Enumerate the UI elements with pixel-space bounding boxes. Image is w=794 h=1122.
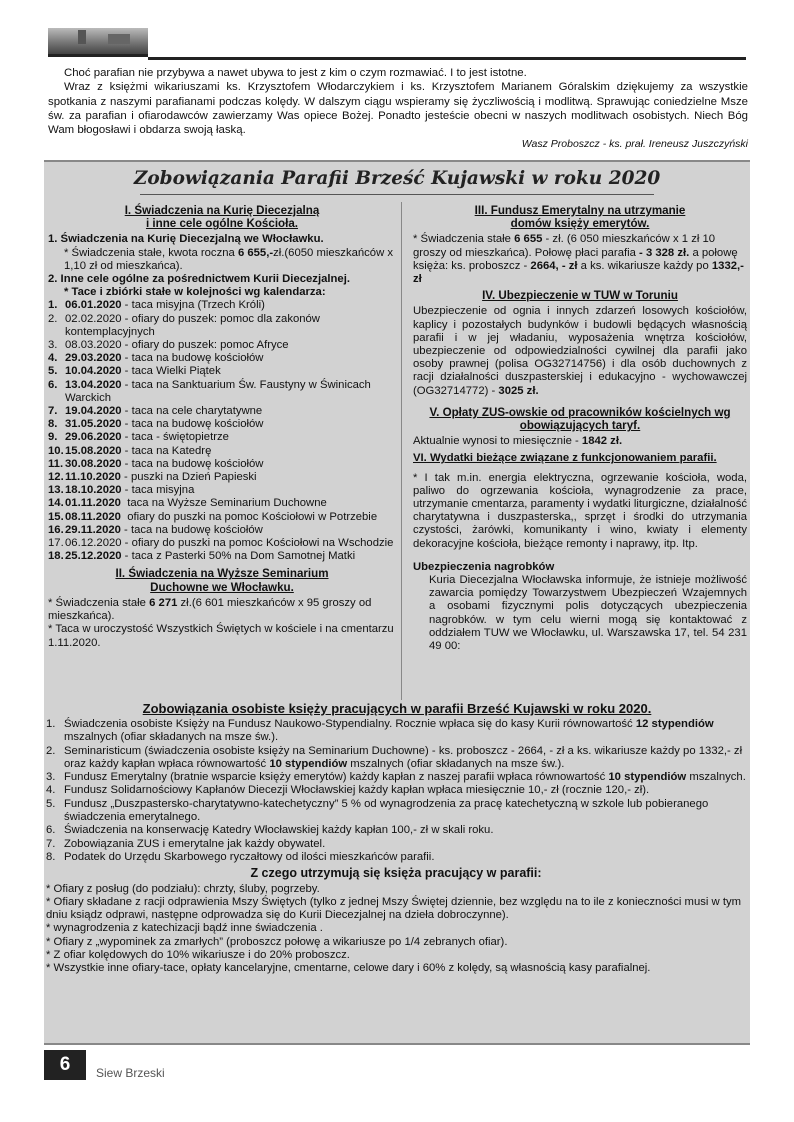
section-2-text-b: zł.(6 601 mieszkańców x 95 groszy od mieszkańca). [48,596,372,623]
collection-item-text: - taca na Sanktuarium Św. Faustyny w Świnicach Warckich [65,378,374,404]
point-1-heading: 1. Świadczenia na Kurię Diecezjalną we Włocławku. [48,233,324,246]
collection-item [48,405,396,418]
title-underline [140,194,654,195]
intro-p2: Wraz z księżmi wikariuszami ks. Krzysztofem Włodarczykiem i ks. Krzysztofem Marianem Góralskim dziękujemy za wszystkie spotkania z naszymi parafianami podczas kolędy. W dalszym ciągu wspieramy się życzliwością i modlitwą. Sprawując coniedzielne Msze św. za parafian i ofiarodawców zawierzamy Was opiece Bożej. Ponadto jesteście obecni w naszych modlitwach osobistych. Niech Bóg Wam błogosławi i obdarza swoją łaską. [48,81,748,137]
header-rule-left [48,54,148,57]
collection-item-text: - taca z Pasterki 50% na Dom Samotnej Matki [121,550,356,563]
section-1-heading-line1: I. Świadczenia na Kurię Diecezjalną [124,204,320,217]
personal-obligation-bold: 12 stypendiów [635,718,714,730]
collection-item-text: - taca na cele charytatywne [121,405,263,418]
section-4-amount: 3025 zł. [498,384,539,397]
section-3-amount: 6 655 [514,233,543,246]
personal-obligation-item [46,771,746,784]
collection-item-number: 13. [48,484,64,497]
section-2-amount: 6 271 [149,596,178,609]
section-7-text: Kuria Diecezjalna Włocławska informuje, że istnieje możliwość zawarcia pomiędzy Towarzystwem Ubezpieczeń Wzajemnych a osobami fizycznymi polis dotyczących ubezpieczenia nagrobków. w tym celu wierni mogą się kontaktować z oddziałem TUW we Włocławku, ul. Warszawska 17, tel. 54 231 49 00: [429,574,747,653]
section-3-heading-line1: III. Fundusz Emerytalny na utrzymanie [474,204,686,217]
collection-item-text: - taca na budowę kościołów [121,418,264,431]
collection-item [48,497,396,510]
section-6-heading: VI. Wydatki bieżące związane z funkcjonowaniem parafii. [413,452,717,465]
collection-item-date: 29.11.2020 [65,523,121,536]
collection-item-date: 19.04.2020 [65,405,122,418]
header-rule [148,57,746,60]
point-1-text-a: * Świadczenia stałe, kwota roczna [64,246,235,259]
collection-item-number: 9. [48,431,58,444]
collection-item-text: - puszki na Dzień Papieski [120,471,257,484]
section-2-text [48,597,396,623]
collection-item-date: 29.06.2020 [65,431,122,444]
collection-item-text: - taca misyjna [121,484,195,497]
personal-obligation-number: 2. [46,744,56,757]
point-1-text-b: zł.(6050 mieszkańców x 1,10 zł od mieszkańca). [64,246,394,272]
personal-obligation-text: Świadczenia osobiste Księży na Fundusz Naukowo-Stypendialny. Rocznie wpłaca się do kasy Kurii równowartość [64,718,636,730]
section-3-heading [413,204,747,230]
collection-item-date: 30.08.2020 [65,457,122,470]
section-3-amount-4: 1332,- zł [413,259,744,286]
collection-item-number: 8. [48,418,58,431]
point-2-text: * Tace i zbiórki stałe w kolejności wg kalendarza: [64,286,326,299]
collection-item [48,445,396,458]
personal-obligations-list [46,718,746,864]
personal-obligation-text: Fundusz Solidarnościowy Kapłanów Diecezji Włocławskiej każdy kapłan wpłaca miesięcznie 10,- zł (rocznie 120,- zł). [64,784,650,797]
collection-item [48,418,396,431]
intro-p1: Choć parafian nie przybywa a nawet ubywa to jest z kim o czym rozmawiać. I to jest istotne. [64,67,527,79]
income-item: * Ofiary z posług (do podziału): chrzty, śluby, pogrzeby. [46,882,320,895]
income-item: * Wszystkie inne ofiary-tace, opłaty kancelaryjne, cmentarne, celowe dary i 60% z kolędy, są własnością kasy parafialnej. [46,962,651,975]
point-1-amount: 6 655,- [237,246,274,259]
section-5-text [413,435,747,448]
personal-obligation-number: 6. [46,824,56,837]
personal-obligations [46,718,746,976]
section-2-heading [48,567,396,593]
collection-item-number: 11. [48,457,64,470]
footer-rule [44,1043,750,1045]
personal-obligation-text: Fundusz „Duszpastersko-charytatywno-katechetyczny” 5 % od wynagrodzenia za pracę katechetyczną w szkole lub pobieranego świadczenia emerytalnego. [64,797,709,824]
collection-item-number: 15. [48,510,64,523]
collection-item-date: 02.02.2020 [65,312,122,325]
collection-item-text: - taca na budowę kościołów [120,523,263,536]
collection-item-text: - taca misyjna (Trzech Króli) [121,299,265,312]
section-3-amount-2: - 3 328 zł. [639,246,690,259]
section-3-text [413,233,747,286]
personal-obligations-title [44,701,750,716]
collection-item-date: 08.11.2020 [65,510,121,523]
collection-item-number: 16. [48,523,64,536]
collection-item-date: 06.01.2020 [65,299,122,312]
income-item: * Ofiary z „wypominek za zmarłych” (proboszcz połowę a wikariusze po 1/4 zebranych ofiar). [46,935,508,948]
collection-item-date: 25.12.2020 [65,550,122,563]
collection-item-number: 6. [48,378,58,391]
section-1-heading [48,204,396,230]
left-column [48,204,396,650]
personal-obligation-number: 3. [46,771,56,784]
income-item: * Z ofiar kolędowych do 10% wikariusze i do 20% proboszcz. [46,949,350,962]
section-3-text-c: a połowę księża: ks. proboszcz - [413,246,738,272]
collection-item-text: - taca na Katedrę [121,444,212,457]
section-5-heading-line2: obowiązujących taryf. [519,419,641,433]
section-3-heading-line2: domów księży emerytów. [510,217,650,231]
collection-item-date: 13.04.2020 [65,378,122,391]
section-7-heading: Ubezpieczenia nagrobków [413,560,555,573]
collection-item-date: 15.08.2020 [65,444,122,457]
collection-item [48,524,396,537]
personal-obligations-title-text: Zobowiązania osobiste księży pracujących w parafii Brześć Kujawski w roku 2020. [142,701,652,716]
personal-obligation-item [46,718,746,745]
personal-obligation-text: Świadczenia na konserwację Katedry Włocławskiej każdy kapłan 100,- zł w skali roku. [64,824,494,837]
header-photo [48,28,148,54]
section-6-text: * I tak m.in. energia elektryczna, ogrzewanie kościoła, woda, paliwo do ogrzewania kościoła, wynagrodzenie za prace, utrzymanie cmentarza, paramenty i wydatki liturgiczne, działalność charytatywna i duszpasterska,, sprzęt i środki do utrzymania czystości, żarówki, komunikanty i wino, kwiaty i elementy dekoracyjne kościoła, bieżące remonty i naprawy, itp. Itp. [413,471,747,550]
collection-item-number: 7. [48,405,58,418]
collection-item-number: 1. [48,299,58,312]
collection-item [48,471,396,484]
obligations-box [44,160,750,1045]
collection-item-date: 01.11.2020 [65,497,121,510]
section-2-heading-line2: Duchowne we Włocławku. [150,580,294,594]
signature: Wasz Proboszcz - ks. prał. Ireneusz Juszczyński [521,138,748,151]
collection-item-date: 29.03.2020 [65,352,122,365]
collection-item-date: 08.03.2020 [65,339,122,352]
section-3-text-a: * Świadczenia stałe [413,233,511,246]
section-3-text-d: a ks. wikariusze każdy po [580,259,709,272]
box-title: Zobowiązania Parafii Brześć Kujawski w roku 2020 [133,168,661,189]
income-title: Z czego utrzymują się księża pracujący w parafii: [250,866,542,881]
collection-item-date: 10.04.2020 [65,365,122,378]
income-list [46,883,746,976]
collection-item-number: 4. [48,352,58,365]
collection-item-text: taca na Wyższe Seminarium Duchowne [120,497,327,510]
personal-obligation-number: 7. [46,837,56,850]
publication-name: Siew Brzeski [96,1066,165,1080]
personal-obligation-bold: 10 stypendiów [608,771,687,784]
collection-item [48,379,396,405]
collection-item [48,313,396,339]
section-5-text-a: Aktualnie wynosi to miesięcznie - [413,435,579,448]
section-2-text-2: * Taca w uroczystość Wszystkich Świętych w kościele i na cmentarzu 1.11.2020. [48,623,394,649]
collection-item [48,431,396,444]
section-5-heading-line1: V. Opłaty ZUS-owskie od pracowników kościelnych wg [429,405,731,419]
personal-obligation-text: Zobowiązania ZUS i emerytalne jak każdy obywatel. [64,837,326,850]
collection-item-number: 5. [48,365,58,378]
point-1-text [48,247,396,273]
personal-obligation-number: 5. [46,797,56,810]
collection-item-number: 17. [48,537,64,550]
section-5-amount: 1842 zł. [581,435,623,448]
section-2-text-a: * Świadczenia stałe [48,596,146,609]
intro-text [48,66,748,152]
right-column [413,204,747,653]
personal-obligation-number: 8. [46,850,56,863]
personal-obligation-bold: 10 stypendiów [269,757,348,770]
personal-obligation-item [46,851,746,864]
collection-item-text: - taca na budowę kościołów [121,457,264,470]
collection-item [48,458,396,471]
collection-item-text: - taca Wielki Piątek [121,365,221,378]
income-item: * Ofiary składane z racji odprawienia Mszy Świętych (tylko z jednej Mszy Świętej dziennie, bez względu na to ile z konieczności musi w tym dniu ksiądz odprawi, następne odprowadza się do Kurii Diecezjalnej na dzieła dobroczynne). [46,895,742,922]
collection-item-text: ofiary do puszki na pomoc Kościołowi w Potrzebie [120,510,378,523]
personal-obligation-number: 1. [46,718,56,730]
collection-item-text: - ofiary do puszek: pomoc Afryce [121,339,289,352]
collection-item-text: - ofiary do puszki na pomoc Kościołowi na Wschodzie [121,537,394,550]
collection-list [48,299,396,563]
section-1-heading-line2: i inne cele ogólne Kościoła. [145,217,299,231]
collection-item [48,339,396,352]
personal-obligation-text: Fundusz Emerytalny (bratnie wsparcie księży emerytów) każdy kapłan z naszej parafii wpłaca równowartość [64,771,609,784]
point-2-heading: 2. Inne cele ogólne za pośrednictwem Kurii Diecezjalnej. [48,273,350,286]
personal-obligation-text-end: mszalnych (ofiar składanych na msze św.). [347,757,565,770]
collection-item-number: 14. [48,497,64,510]
column-separator [401,202,402,700]
income-item: * wynagrodzenia z katechizacji bądź inne świadczenia . [46,922,323,935]
section-4-heading-text: IV. Ubezpieczenie w TUW w Toruniu [482,289,678,303]
collection-item [48,299,396,312]
personal-obligation-number: 4. [46,784,56,797]
personal-obligation-item [46,745,746,772]
collection-item-date: 31.05.2020 [65,418,122,431]
section-4-heading [413,289,747,302]
personal-obligation-text: Seminaristicum (świadczenia osobiste księży na Seminarium Duchowne) - ks. proboszcz - 2664, - zł a ks. wikariusze każdy po 1332,- zł oraz każdy kapłan wpłaca równowartość [64,744,743,770]
personal-obligation-item [46,784,746,797]
section-5-heading [413,406,747,432]
collection-item-date: 06.12.2020 [65,537,122,550]
collection-item [48,537,396,550]
page-number: 6 [44,1050,86,1080]
personal-obligation-text: Podatek do Urzędu Skarbowego ryczałtowy od ilości mieszkańców parafii. [64,850,435,863]
collection-item [48,484,396,497]
personal-obligation-item [46,838,746,851]
collection-item-text: - ofiary do puszek: pomoc dla zakonów kontemplacyjnych [65,312,324,338]
section-4-text-a: Ubezpieczenie od ognia i innych zdarzeń losowych kościołów, kaplicy i pozostałych budynków i budowli będących własnością parafii i w jej władaniu, wyposażenia wnętrza kościołów, ubezpieczenie od odpowiedzialności cywilnej dla parafii jako osoby prawnej (polisa OG32714756) i dla osób duchownych z racji działalności duszpasterskiej i edukacyjno - wychowawczej (OG32714772) - [413,305,747,397]
collection-item-text: - taca - świętopietrze [121,431,229,444]
collection-item-number: 12. [48,471,64,484]
collection-item-text: - taca na budowę kościołów [121,352,264,365]
section-3-amount-3: 2664, - zł [530,259,578,272]
collection-item [48,511,396,524]
personal-obligation-text-end: mszalnych (ofiar składanych na msze św.). [64,731,279,744]
collection-item-number: 3. [48,339,58,352]
personal-obligation-item [46,824,746,837]
collection-item [48,550,396,563]
collection-item-number: 18. [48,550,64,563]
section-4-text [413,305,747,397]
collection-item-number: 10. [48,444,64,457]
collection-item-date: 18.10.2020 [65,484,122,497]
collection-item [48,352,396,365]
collection-item [48,365,396,378]
personal-obligation-text-end: mszalnych. [686,771,746,784]
collection-item-date: 11.10.2020 [65,471,121,484]
collection-item-number: 2. [48,312,58,325]
section-2-heading-line1: II. Świadczenia na Wyższe Seminarium [115,567,329,581]
personal-obligation-item [46,798,746,825]
section-3-text-b: - zł. (6 050 mieszkańców x 1 zł 10 groszy od mieszkańca). Połowę płaci parafia [413,233,716,259]
